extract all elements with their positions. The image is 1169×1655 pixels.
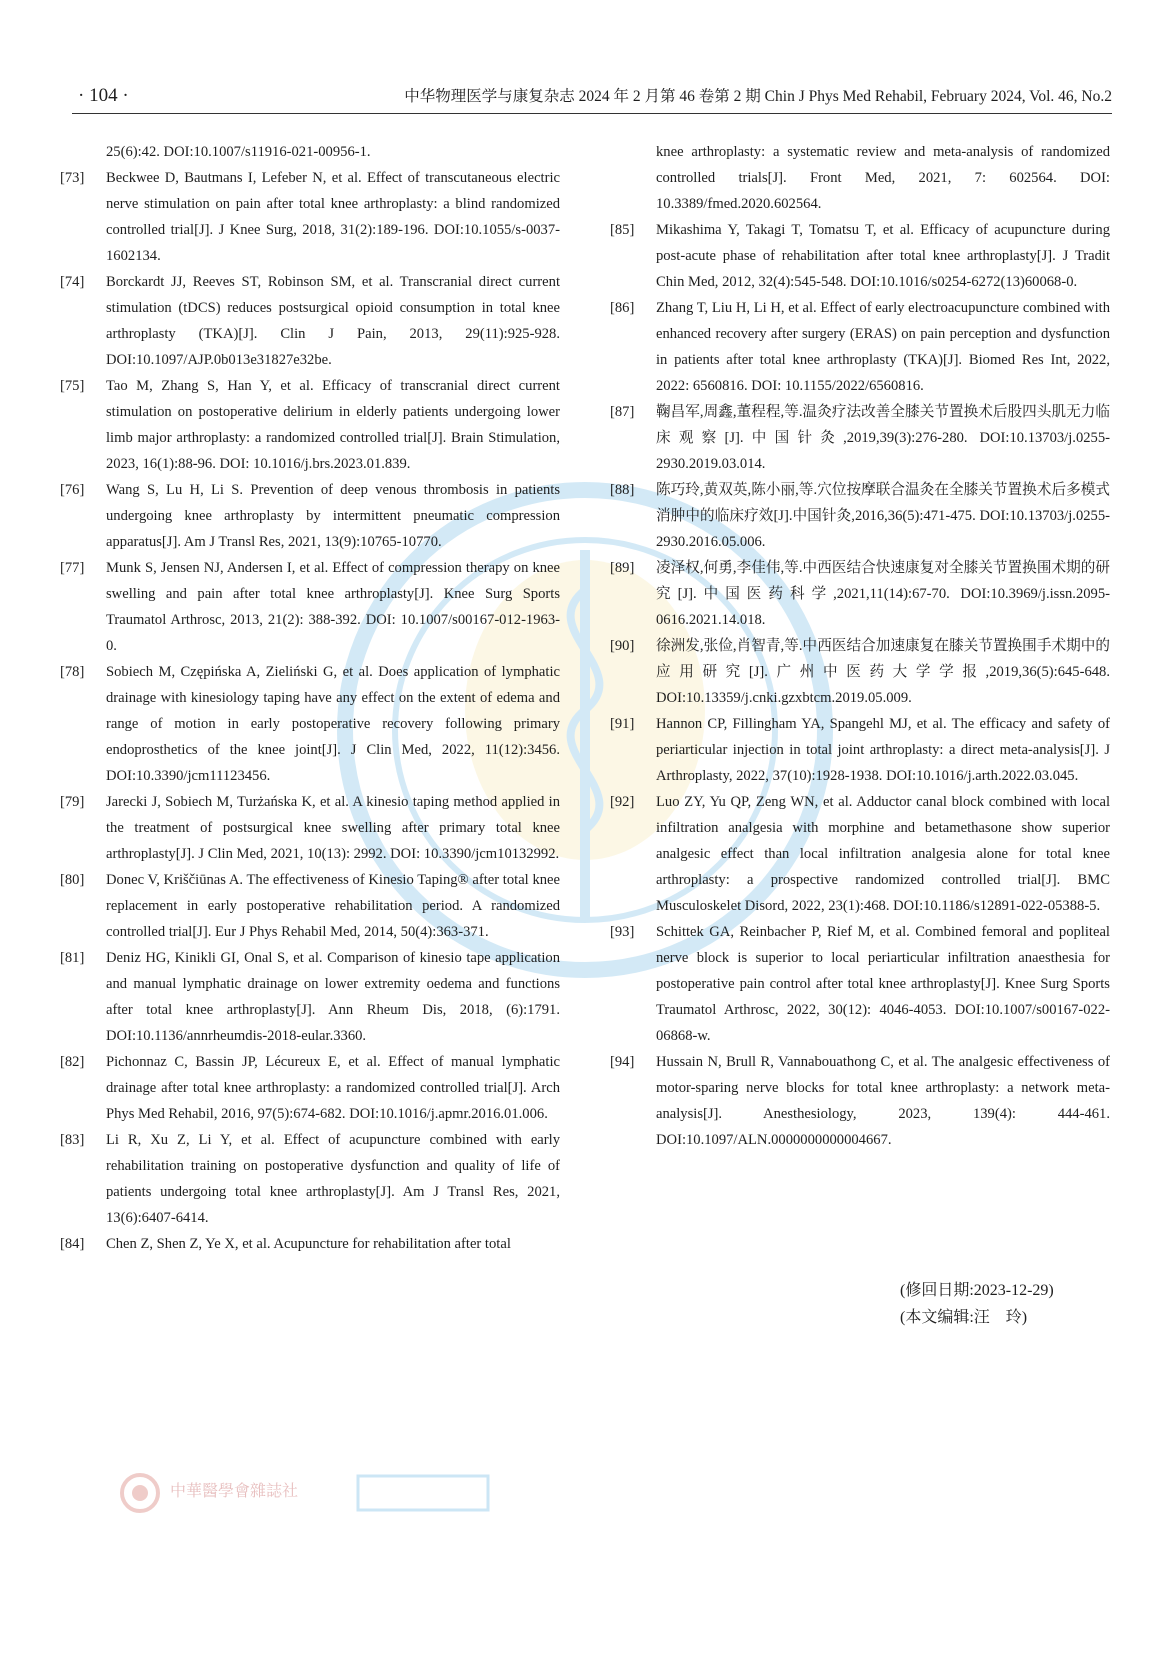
- reference-item: [60, 659, 560, 789]
- reference-number: [92]: [610, 794, 635, 810]
- reference-continuation: knee arthroplasty: a systematic review and meta-analysis of randomized controlled trials[J]. Front Med, 2021, 7: 602564. DOI: 10.3389/fmed.2020.602564.: [656, 144, 1110, 212]
- reference-number: [83]: [60, 1132, 85, 1148]
- reference-item: [60, 477, 560, 555]
- publisher-name: 中華醫學會雜誌社: [170, 1481, 299, 1500]
- reference-number: [93]: [610, 924, 635, 940]
- reference-number: [91]: [610, 716, 635, 732]
- reference-number: [87]: [610, 404, 635, 420]
- reference-text: Zhang T, Liu H, Li H, et al. Effect of early electroacupuncture combined with enhanced recovery after surgery (ERAS) on pain perception and dysfunction in patients after total knee arthroplasty (TKA)[J]. Biomed Res Int, 2022, 2022: 6560816. DOI: 10.1155/2022/6560816.: [656, 300, 1110, 394]
- reference-text: Luo ZY, Yu QP, Zeng WN, et al. Adductor canal block combined with local infiltration analgesia with morphine and betamethasone show superior analgesic effect than local infiltration analgesia alone for total knee arthroplasty: a prospective randomized controlled trial[J]. BMC Musculoskelet Disord, 2022, 23(1):468. DOI:10.1186/s12891-022-05388-5.: [656, 794, 1110, 914]
- reference-item: [610, 1049, 1110, 1153]
- reference-text: Jarecki J, Sobiech M, Turżańska K, et al. A kinesio taping method applied in the treatment of postsurgical knee swelling after primary total knee arthroplasty[J]. J Clin Med, 2021, 10(13): 2992. DOI: 10.3390/jcm10132992.: [106, 794, 560, 862]
- reference-item: [60, 1231, 560, 1257]
- reference-number: [79]: [60, 794, 85, 810]
- page-header: [72, 84, 1112, 112]
- reference-item: [60, 555, 560, 659]
- reference-text: Munk S, Jensen NJ, Andersen I, et al. Effect of compression therapy on knee swelling and pain after total knee arthroplasty[J]. Knee Surg Sports Traumatol Arthrosc, 2013, 21(2): 388-392. DOI: 10.1007/s00167-012-1963-0.: [106, 560, 560, 654]
- reference-number: [90]: [610, 638, 635, 654]
- reference-number: [74]: [60, 274, 85, 290]
- header-rule: [72, 113, 1112, 114]
- reference-number: [77]: [60, 560, 85, 576]
- right-column: [610, 139, 1110, 1153]
- reference-text: Schittek GA, Reinbacher P, Rief M, et al. Combined femoral and popliteal nerve block is superior to local periarticular infiltration anaesthesia for postoperative pain control after total knee arthroplasty[J]. Knee Surg Sports Traumatol Arthrosc, 2022, 30(12): 4046-4053. DOI:10.1007/s00167-022-06868-w.: [656, 924, 1110, 1044]
- reference-item: [610, 633, 1110, 711]
- reference-text: 鞠昌军,周鑫,董程程,等.温灸疗法改善全膝关节置换术后股四头肌无力临床观察[J].中国针灸,2019,39(3):276-280. DOI:10.13703/j.0255-2930.2019.03.014.: [656, 404, 1110, 472]
- reference-number: [89]: [610, 560, 635, 576]
- left-column: [60, 139, 560, 1257]
- reference-number: [94]: [610, 1054, 635, 1070]
- reference-text: Sobiech M, Czępińska A, Zieliński G, et al. Does application of lymphatic drainage with kinesiology taping have any effect on the extent of edema and range of motion in early postoperative recovery following primary endoprosthetics of the knee joint[J]. J Clin Med, 2022, 11(12):3456. DOI:10.3390/jcm11123456.: [106, 664, 560, 784]
- reference-number: [75]: [60, 378, 85, 394]
- reference-text: Chen Z, Shen Z, Ye X, et al. Acupuncture for rehabilitation after total: [106, 1236, 511, 1252]
- reference-text: Pichonnaz C, Bassin JP, Lécureux E, et al. Effect of manual lymphatic drainage after total knee arthroplasty: a randomized controlled trial[J]. Arch Phys Med Rehabil, 2016, 97(5):674-682. DOI:10.1016/j.apmr.2016.01.006.: [106, 1054, 560, 1122]
- reference-item: [610, 711, 1110, 789]
- reference-item: [610, 399, 1110, 477]
- reference-item: [60, 1127, 560, 1231]
- reference-number: [82]: [60, 1054, 85, 1070]
- reference-number: [80]: [60, 872, 85, 888]
- reference-item: [60, 867, 560, 945]
- reference-text: Hussain N, Brull R, Vannabouathong C, et al. The analgesic effectiveness of motor-sparing nerve blocks for total knee arthroplasty: a network meta-analysis[J]. Anesthesiology, 2023, 139(4): 444-461. DOI:10.1097/ALN.0000000000004667.: [656, 1054, 1110, 1148]
- reference-text: 徐洲发,张俭,肖智青,等.中西医结合加速康复在膝关节置换围手术期中的应用研究[J].广州中医药大学学报,2019,36(5):645-648. DOI:10.13359/j.cnki.gzxbtcm.2019.05.009.: [656, 638, 1110, 706]
- reference-item: [610, 295, 1110, 399]
- reference-text: Hannon CP, Fillingham YA, Spangehl MJ, et al. The efficacy and safety of periarticular injection in total joint arthroplasty: a direct meta-analysis[J]. J Arthroplasty, 2022, 37(10):1928-1938. DOI:10.1016/j.arth.2022.03.045.: [656, 716, 1110, 784]
- reference-number: [86]: [610, 300, 635, 316]
- editor-note: (本文编辑:汪 玲): [900, 1309, 1028, 1326]
- reference-text: Tao M, Zhang S, Han Y, et al. Efficacy of transcranial direct current stimulation on postoperative delirium in elderly patients undergoing lower limb major arthroplasty: a randomized controlled trial[J]. Brain Stimulation, 2023, 16(1):88-96. DOI: 10.1016/j.brs.2023.01.839.: [106, 378, 560, 472]
- reference-continuation: 25(6):42. DOI:10.1007/s11916-021-00956-1.: [106, 144, 371, 160]
- page-number: · 104 ·: [78, 85, 129, 106]
- reference-item: [610, 555, 1110, 633]
- reference-item: [60, 269, 560, 373]
- article-meta: [900, 1277, 1054, 1331]
- reference-text: Mikashima Y, Takagi T, Tomatsu T, et al. Efficacy of acupuncture during post-acute phase of rehabilitation after total knee arthroplasty[J]. J Tradit Chin Med, 2012, 32(4):545-548. DOI:10.1016/s0254-6272(13)60068-0.: [656, 222, 1110, 290]
- reference-number: [78]: [60, 664, 85, 680]
- reference-item: [610, 789, 1110, 919]
- reference-text: 凌泽权,何勇,李佳伟,等.中西医结合快速康复对全膝关节置换围术期的研究[J].中国医药科学,2021,11(14):67-70. DOI:10.3969/j.issn.2095-0616.2021.14.018.: [656, 560, 1110, 628]
- reference-text: Borckardt JJ, Reeves ST, Robinson SM, et al. Transcranial direct current stimulation (tDCS) reduces postsurgical opioid consumption in total knee arthroplasty (TKA)[J]. Clin J Pain, 2013, 29(11):925-928. DOI:10.1097/AJP.0b013e31827e32be.: [106, 274, 560, 368]
- reference-number: [81]: [60, 950, 85, 966]
- reference-item: [60, 789, 560, 867]
- revised-date: (修回日期:2023-12-29): [900, 1282, 1054, 1299]
- journal-title: 中华物理医学与康复杂志 2024 年 2 月第 46 卷第 2 期 Chin J Phys Med Rehabil, February 2024, Vol. 46, No.2: [404, 88, 1112, 105]
- reference-item: [60, 1049, 560, 1127]
- reference-item: [610, 477, 1110, 555]
- reference-item: [610, 217, 1110, 295]
- reference-text: Beckwee D, Bautmans I, Lefeber N, et al. Effect of transcutaneous electric nerve stimulation on pain after total knee arthroplasty: a blind randomized controlled trial[J]. J Knee Surg, 2018, 31(2):189-196. DOI:10.1055/s-0037-1602134.: [106, 170, 560, 264]
- reference-text: Wang S, Lu H, Li S. Prevention of deep venous thrombosis in patients undergoing knee arthroplasty by intermittent pneumatic compression apparatus[J]. Am J Transl Res, 2021, 13(9):10765-10770.: [106, 482, 560, 550]
- reference-item: [610, 919, 1110, 1049]
- reference-item: [60, 373, 560, 477]
- reference-text: Li R, Xu Z, Li Y, et al. Effect of acupuncture combined with early rehabilitation training on postoperative dysfunction and quality of life of patients undergoing total knee arthroplasty[J]. Am J Transl Res, 2021, 13(6):6407-6414.: [106, 1132, 560, 1226]
- reference-number: [88]: [610, 482, 635, 498]
- reference-item: [60, 945, 560, 1049]
- reference-text: Donec V, Kriščiūnas A. The effectiveness of Kinesio Taping® after total knee replacement in early postoperative rehabilitation period. A randomized controlled trial[J]. Eur J Phys Rehabil Med, 2014, 50(4):363-371.: [106, 872, 560, 940]
- reference-text: 陈巧玲,黄双英,陈小丽,等.穴位按摩联合温灸在全膝关节置换术后多模式消肿中的临床疗效[J].中国针灸,2016,36(5):471-475. DOI:10.13703/j.0255-2930.2016.05.006.: [656, 482, 1110, 550]
- reference-number: [76]: [60, 482, 85, 498]
- reference-text: Deniz HG, Kinikli GI, Onal S, et al. Comparison of kinesio tape application and manual lymphatic drainage on lower extremity oedema and functions after total knee arthroplasty[J]. Ann Rheum Dis, 2018, (6):1791. DOI:10.1136/annrheumdis-2018-eular.3360.: [106, 950, 560, 1044]
- reference-number: [85]: [610, 222, 635, 238]
- reference-item: [60, 165, 560, 269]
- reference-number: [84]: [60, 1236, 85, 1252]
- reference-number: [73]: [60, 170, 85, 186]
